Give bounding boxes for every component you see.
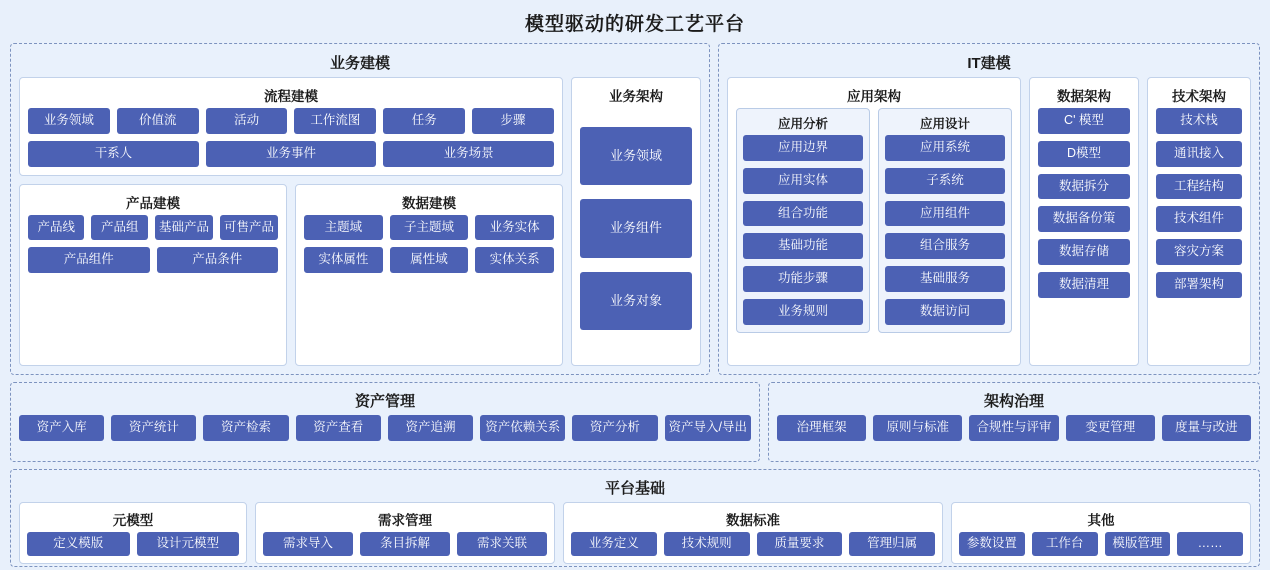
architecture-governance-chips	[777, 415, 1251, 441]
platform-foundation-title: 平台基础	[604, 480, 665, 497]
product-modeling-title: 产品建模	[126, 195, 180, 211]
architecture-governance-title: 架构治理	[983, 393, 1044, 410]
data-modeling-title: 数据建模	[402, 195, 456, 211]
chip-sellable-product[interactable]: 可售产品	[220, 215, 278, 241]
chip-parameter-settings[interactable]: 参数设置	[959, 532, 1025, 556]
business-architecture-box	[571, 77, 701, 366]
chip-composite-function[interactable]: 组合功能	[743, 201, 863, 227]
chip-template-management[interactable]: 模版管理	[1105, 532, 1171, 556]
data-modeling-box	[295, 184, 563, 367]
chip-task[interactable]: 任务	[383, 108, 465, 134]
app-design-box	[878, 108, 1012, 333]
chip-app-boundary[interactable]: 应用边界	[743, 135, 863, 161]
process-modeling-row-1	[28, 108, 554, 134]
chip-asset-statistics[interactable]: 资产统计	[111, 415, 196, 441]
chip-requirement-link[interactable]: 需求关联	[457, 532, 547, 556]
chip-base-service[interactable]: 基础服务	[885, 266, 1005, 292]
chip-business-rule[interactable]: 业务规则	[743, 299, 863, 325]
app-architecture-box	[727, 77, 1021, 366]
chip-asset-view[interactable]: 资产查看	[296, 415, 381, 441]
middle-area	[10, 382, 1260, 462]
business-modeling-title: 业务建模	[329, 55, 390, 72]
chip-composite-service[interactable]: 组合服务	[885, 233, 1005, 259]
chip-more[interactable]: ……	[1177, 532, 1243, 556]
chip-management-ownership[interactable]: 管理归属	[849, 532, 935, 556]
meta-model-box	[19, 502, 247, 564]
tech-architecture-chips	[1156, 108, 1242, 298]
platform-foundation-panel	[10, 469, 1260, 567]
business-architecture-chips	[580, 108, 692, 357]
chip-sub-subject-area[interactable]: 子主题域	[390, 215, 469, 241]
chip-communication-access[interactable]: 通讯接入	[1156, 141, 1242, 167]
other-chips	[959, 532, 1243, 556]
chip-data-split[interactable]: 数据拆分	[1038, 174, 1130, 200]
chip-data-cleanup[interactable]: 数据清理	[1038, 272, 1130, 298]
chip-principles-standards[interactable]: 原则与标准	[873, 415, 962, 441]
chip-asset-analysis[interactable]: 资产分析	[572, 415, 657, 441]
product-modeling-box	[19, 184, 287, 367]
requirement-management-title: 需求管理	[378, 513, 432, 528]
chip-technical-rule[interactable]: 技术规则	[664, 532, 750, 556]
chip-business-domain[interactable]: 业务领域	[28, 108, 110, 134]
data-standard-box	[563, 502, 943, 564]
it-modeling-title: IT建模	[967, 55, 1011, 72]
chip-app-entity[interactable]: 应用实体	[743, 168, 863, 194]
chip-entity-attribute[interactable]: 实体属性	[304, 247, 383, 273]
chip-product-component[interactable]: 产品组件	[28, 247, 150, 273]
chip-design-meta-model[interactable]: 设计元模型	[137, 532, 240, 556]
data-modeling-row-2	[304, 247, 554, 273]
chip-business-scenario[interactable]: 业务场景	[383, 141, 554, 167]
data-standard-title: 数据标准	[726, 513, 780, 528]
chip-data-backup-policy[interactable]: 数据备份策	[1038, 206, 1130, 232]
chip-ba-business-component[interactable]: 业务组件	[580, 199, 692, 257]
chip-function-step[interactable]: 功能步骤	[743, 266, 863, 292]
chip-attribute-domain[interactable]: 属性域	[390, 247, 469, 273]
data-architecture-box	[1029, 77, 1139, 366]
chip-subsystem[interactable]: 子系统	[885, 168, 1005, 194]
requirement-management-chips	[263, 532, 547, 556]
other-box	[951, 502, 1251, 564]
chip-tech-stack[interactable]: 技术栈	[1156, 108, 1242, 134]
chip-tech-component[interactable]: 技术组件	[1156, 206, 1242, 232]
chip-d-model[interactable]: D模型	[1038, 141, 1130, 167]
product-modeling-row-1	[28, 215, 278, 241]
chip-governance-framework[interactable]: 治理框架	[777, 415, 866, 441]
chip-c-model[interactable]: C' 模型	[1038, 108, 1130, 134]
app-analysis-box	[736, 108, 870, 333]
chip-data-access[interactable]: 数据访问	[885, 299, 1005, 325]
chip-entity-relation[interactable]: 实体关系	[475, 247, 554, 273]
process-modeling-row-2	[28, 141, 554, 167]
chip-define-template[interactable]: 定义模版	[27, 532, 130, 556]
chip-asset-trace[interactable]: 资产追溯	[388, 415, 473, 441]
tech-architecture-box	[1147, 77, 1251, 366]
architecture-governance-panel	[768, 382, 1260, 462]
chip-requirement-import[interactable]: 需求导入	[263, 532, 353, 556]
asset-management-panel	[10, 382, 760, 462]
chip-workflow-diagram[interactable]: 工作流图	[294, 108, 376, 134]
app-design-title: 应用设计	[919, 117, 970, 131]
chip-product-group[interactable]: 产品组	[91, 215, 147, 241]
meta-model-title: 元模型	[112, 513, 154, 528]
chip-project-structure[interactable]: 工程结构	[1156, 174, 1242, 200]
chip-value-stream[interactable]: 价值流	[117, 108, 199, 134]
chip-workbench[interactable]: 工作台	[1032, 532, 1098, 556]
meta-model-chips	[27, 532, 239, 556]
chip-base-function[interactable]: 基础功能	[743, 233, 863, 259]
data-architecture-title: 数据架构	[1057, 89, 1111, 104]
chip-asset-search[interactable]: 资产检索	[203, 415, 288, 441]
chip-product-condition[interactable]: 产品条件	[157, 247, 279, 273]
chip-step[interactable]: 步骤	[472, 108, 554, 134]
chip-compliance-review[interactable]: 合规性与评审	[969, 415, 1058, 441]
other-title: 其他	[1087, 513, 1115, 528]
chip-ba-business-object[interactable]: 业务对象	[580, 272, 692, 330]
chip-business-entity[interactable]: 业务实体	[475, 215, 554, 241]
top-area	[10, 43, 1260, 375]
chip-stakeholder[interactable]: 干系人	[28, 141, 199, 167]
app-analysis-chips	[743, 135, 863, 325]
chip-item-breakdown[interactable]: 条目拆解	[360, 532, 450, 556]
page-title: 模型驱动的研发工艺平台	[524, 14, 745, 35]
chip-subject-area[interactable]: 主题域	[304, 215, 383, 241]
chip-product-line[interactable]: 产品线	[28, 215, 84, 241]
data-architecture-chips	[1038, 108, 1130, 298]
business-modeling-panel	[10, 43, 710, 375]
chip-asset-intake[interactable]: 资产入库	[19, 415, 104, 441]
chip-disaster-recovery[interactable]: 容灾方案	[1156, 239, 1242, 265]
chip-asset-dependency[interactable]: 资产依赖关系	[480, 415, 565, 441]
chip-change-management[interactable]: 变更管理	[1066, 415, 1155, 441]
chip-quality-requirement[interactable]: 质量要求	[757, 532, 843, 556]
tech-architecture-title: 技术架构	[1172, 89, 1226, 104]
app-architecture-title: 应用架构	[847, 89, 901, 104]
business-architecture-title: 业务架构	[609, 89, 663, 104]
product-modeling-row-2	[28, 247, 278, 273]
data-modeling-row-1	[304, 215, 554, 241]
chip-measure-improve[interactable]: 度量与改进	[1162, 415, 1251, 441]
chip-asset-import-export[interactable]: 资产导入/导出	[665, 415, 751, 441]
it-modeling-panel	[718, 43, 1260, 375]
asset-management-title: 资产管理	[354, 393, 415, 410]
chip-app-component[interactable]: 应用组件	[885, 201, 1005, 227]
chip-ba-business-domain[interactable]: 业务领域	[580, 127, 692, 185]
app-design-chips	[885, 135, 1005, 325]
chip-business-event[interactable]: 业务事件	[206, 141, 377, 167]
chip-deployment-architecture[interactable]: 部署架构	[1156, 272, 1242, 298]
chip-app-system[interactable]: 应用系统	[885, 135, 1005, 161]
requirement-management-box	[255, 502, 555, 564]
data-standard-chips	[571, 532, 935, 556]
chip-business-definition[interactable]: 业务定义	[571, 532, 657, 556]
process-modeling-title: 流程建模	[264, 89, 318, 104]
chip-base-product[interactable]: 基础产品	[155, 215, 213, 241]
chip-activity[interactable]: 活动	[206, 108, 288, 134]
app-analysis-title: 应用分析	[777, 117, 828, 131]
chip-data-storage[interactable]: 数据存储	[1038, 239, 1130, 265]
asset-management-chips	[19, 415, 751, 441]
process-modeling-box	[19, 77, 563, 176]
